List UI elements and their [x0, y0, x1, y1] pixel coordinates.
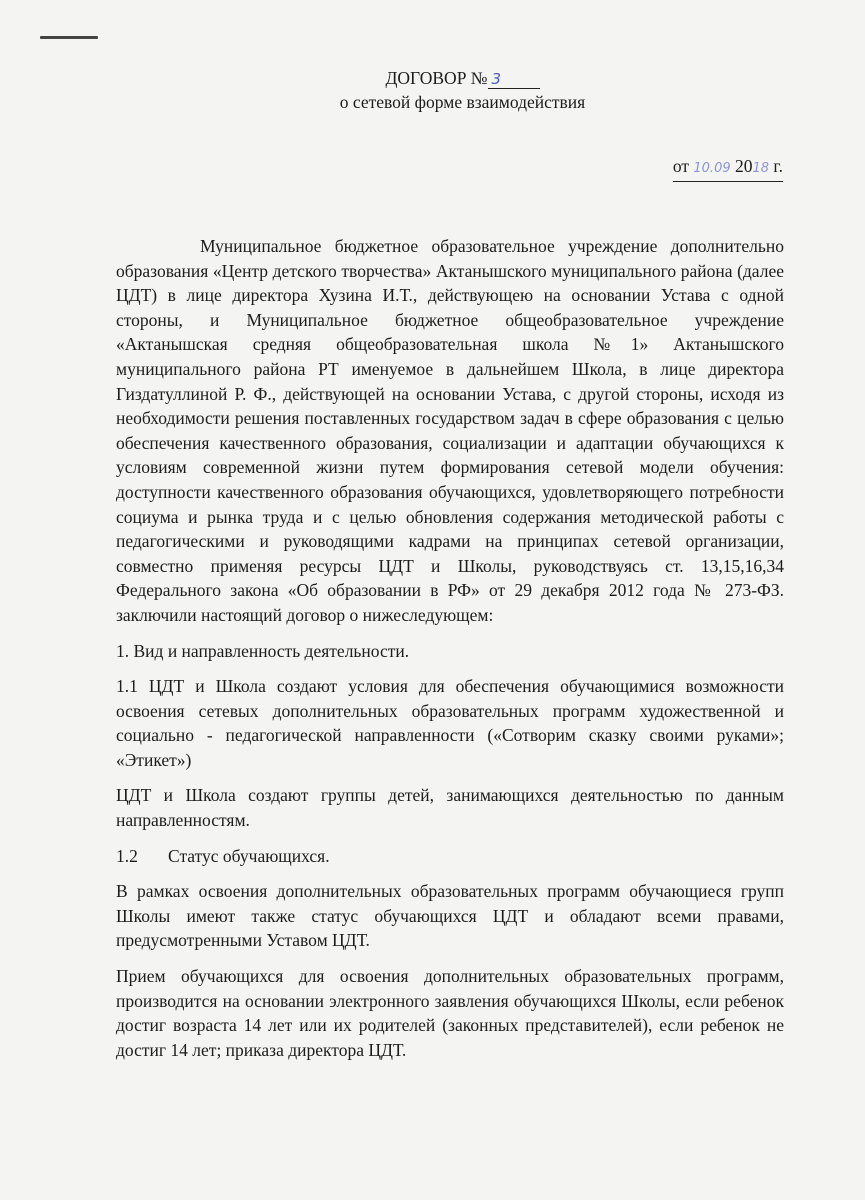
section-1-heading: 1. Вид и направленность деятельности. — [116, 640, 410, 661]
date-prefix: от — [672, 156, 690, 176]
date-line — [673, 154, 783, 182]
title-block — [0, 66, 865, 114]
paragraph-1-2b: Прием обучающихся для освоения дополнительных образовательных программ, производится на основании электронного заявления обучающихся Школы, если ребенок достиг возраста 14 лет или их родителей (законных представителей), если ребенок не достиг 14 лет; приказа директора ЦДТ. — [116, 966, 784, 1060]
subsection-1-2-number: 1.2 — [116, 845, 138, 866]
date-year-suffix: 18 — [752, 161, 770, 176]
contract-number: 3 — [491, 70, 502, 88]
document-body — [116, 234, 784, 1062]
document-title — [60, 66, 865, 90]
subsection-1-2-title: Статус обучающихся. — [168, 845, 330, 866]
title-prefix: ДОГОВОР № — [385, 68, 488, 88]
paragraph-1-1: 1.1 ЦДТ и Школа создают условия для обеспечения обучающимися возможности освоения сетевых дополнительных образовательных программ художественной и социально - педагогической направленности («Сотворим сказку своими руками»; «Этикет») — [116, 676, 784, 770]
intro-paragraph: Муниципальное бюджетное образовательное учреждение дополнительно образования «Центр детского творчества» Актанышского муниципального района (далее ЦДТ) в лице директора Хузина И.Т., действующею на основании Устава с одной стороны, и Муниципальное бюджетное общеобразовательное учреждение «Актанышская средняя общеобразовательная школа №1» Актанышского муниципального района РТ именуемое в дальнейшем Школа, в лице директора Гиздатуллиной Р. Ф., действующей на основании Устава, с другой стороны, исходя из необходимости решения поставленных государством задач в сфере образования с целью обеспечения качественного образования, социализации и адаптации обучающихся к условиям современной жизни путем формирования сетевой модели обучения: доступности качественного образования обучающихся, удовлетворяющего потребности социума и рынка труда и с целью обновления содержания методической работы с педагогическими и руководящими кадрами на принципах сетевой организации, совместно применяя ресурсы ЦДТ и Школы, руководствуясь ст. 13,15,16,34 Федерального закона «Об образовании в РФ» от 29 декабря 2012 года № 273-ФЗ. заключили настоящий договор о нижеследующем: — [116, 236, 784, 625]
date-year-prefix: 20 — [734, 156, 753, 176]
paragraph-1-1b: ЦДТ и Школа создают группы детей, занимающихся деятельностью по данным направленностям. — [116, 785, 784, 831]
contract-number-field — [488, 69, 540, 89]
corner-mark — [40, 36, 98, 39]
date-suffix: г. — [773, 156, 783, 176]
subsection-1-2-heading — [116, 844, 784, 869]
paragraph-1-2a: В рамках освоения дополнительных образовательных программ обучающиеся групп Школы имеют также статус обучающихся ЦДТ и обладают всеми правами, предусмотренными Уставом ЦДТ. — [116, 881, 784, 951]
document-subtitle: о сетевой форме взаимодействия — [339, 92, 586, 112]
date-day-month: 10.09 — [693, 161, 731, 176]
